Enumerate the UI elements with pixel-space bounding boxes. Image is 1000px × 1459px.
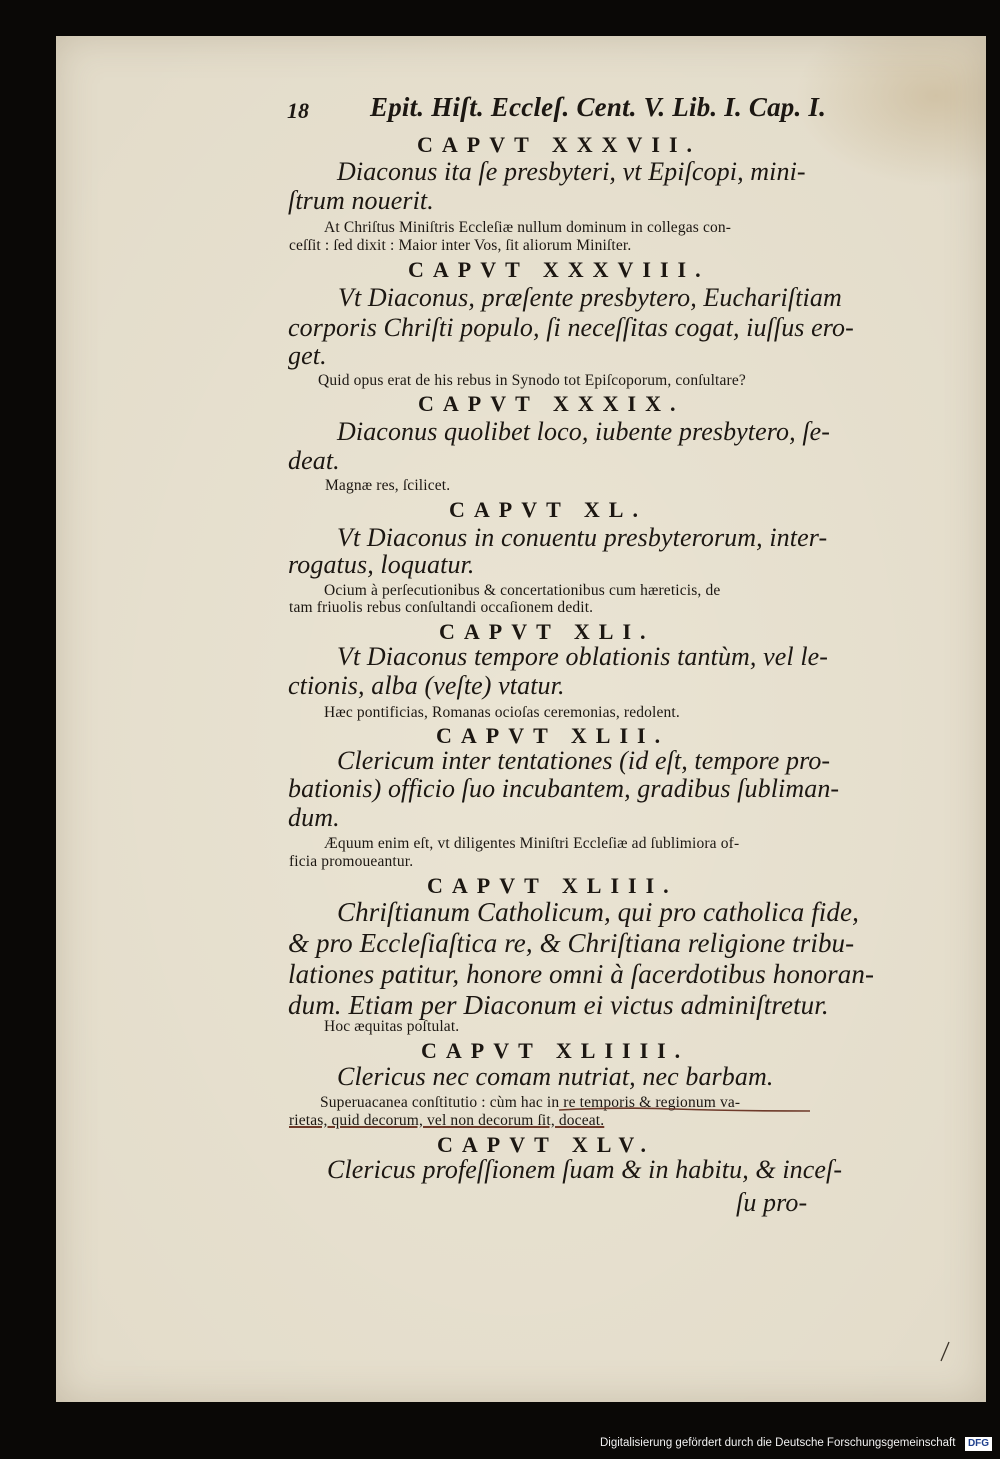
comment-line: Hæc pontificias, Romanas ocioſas ceremonias, redolent. (324, 704, 680, 721)
chapter-title-line: ctionis, alba (veſte) vtatur. (288, 671, 565, 700)
comment-line: Magnæ res, ſcilicet. (325, 477, 451, 494)
chapter-heading: CAPVT XXXVIII. (408, 257, 710, 282)
comment-line: Superuacanea conſtitutio : cùm hac in re temporis & regionum va- (320, 1094, 741, 1111)
chapter-title-line: get. (288, 341, 327, 370)
handwritten-underline (555, 1101, 815, 1115)
comment-line-underlined: rietas, quid decorum, vel non decorum ſit, doceat. (289, 1112, 605, 1129)
comment-line: Hoc æquitas poſtulat. (324, 1018, 460, 1035)
running-title: Epit. Hiſt. Eccleſ. Cent. V. Lib. I. Cap. I. (370, 92, 827, 122)
chapter-title-line: rogatus, loquatur. (288, 550, 475, 579)
chapter-title-line: Diaconus ita ſe presbyteri, vt Epiſcopi, mini- (337, 157, 806, 186)
chapter-title-line: Clericus nec comam nutriat, nec barbam. (337, 1062, 774, 1091)
chapter-heading: CAPVT XLIII. (427, 873, 678, 898)
chapter-title-line: corporis Chriſti populo, ſi neceſſitas cogat, iuſſus ero- (288, 313, 854, 342)
chapter-title-line: Clericus profeſſionem ſuam & in habitu, & inceſ- (327, 1155, 843, 1184)
comment-line: ficia promoueantur. (289, 853, 414, 870)
chapter-title-line: ſtrum nouerit. (288, 186, 434, 215)
chapter-title-line: dum. Etiam per Diaconum ei victus adminiſtretur. (288, 990, 829, 1020)
chapter-heading: CAPVT XLV. (437, 1132, 655, 1157)
comment-line: ceſſit : ſed dixit : Maior inter Vos, ſit aliorum Miniſter. (289, 237, 632, 254)
chapter-title-line: Vt Diaconus tempore oblationis tantùm, vel le- (337, 642, 829, 671)
chapter-title-line: Vt Diaconus, præſente presbytero, Euchariſtiam (338, 283, 842, 312)
comment-line: Ocium à perſecutionibus & concertationibus cum hæreticis, de (324, 582, 721, 599)
comment-line: At Chriſtus Miniſtris Eccleſiæ nullum dominum in collegas con- (324, 219, 732, 236)
chapter-heading: CAPVT XLI. (439, 619, 655, 644)
comment-line: Æquum enim eſt, vt diligentes Miniſtri Eccleſiæ ad ſublimiora of- (324, 835, 740, 852)
chapter-title-line: bationis) officio ſuo incubantem, gradibus ſubliman- (288, 774, 840, 803)
pencil-mark (938, 1340, 952, 1364)
chapter-heading: CAPVT XL. (449, 497, 647, 522)
dfg-logo: DFG (965, 1437, 992, 1451)
chapter-title-line: deat. (288, 446, 340, 475)
comment-line: tam friuolis rebus conſultandi occaſionem dedit. (289, 599, 594, 616)
chapter-title-line: Vt Diaconus in conuentu presbyterorum, inter- (337, 523, 828, 552)
chapter-title-line: Clericum inter tentationes (id eſt, tempore pro- (337, 746, 831, 775)
chapter-heading: CAPVT XXXIX. (418, 391, 685, 416)
catchword: ſu pro- (736, 1188, 808, 1217)
chapter-heading: CAPVT XLII. (436, 723, 670, 748)
comment-line: Quid opus erat de his rebus in Synodo tot Epiſcoporum, conſultare? (318, 372, 746, 389)
chapter-title-line: lationes patitur, honore omni à ſacerdotibus honoran- (288, 959, 875, 989)
chapter-heading: CAPVT XLIIII. (421, 1038, 690, 1063)
page-number: 18 (287, 98, 309, 123)
chapter-title-line: Chriſtianum Catholicum, qui pro catholica fide, (337, 897, 859, 927)
chapter-title-line: Diaconus quolibet loco, iubente presbytero, ſe- (337, 417, 831, 446)
chapter-title-line: dum. (288, 803, 340, 832)
digitization-credit: Digitalisierung gefördert durch die Deutsche Forschungsgemeinschaft (600, 1437, 956, 1449)
chapter-title-line: & pro Eccleſiaſtica re, & Chriſtiana religione tribu- (288, 928, 855, 958)
chapter-heading: CAPVT XXXVII. (417, 132, 702, 157)
